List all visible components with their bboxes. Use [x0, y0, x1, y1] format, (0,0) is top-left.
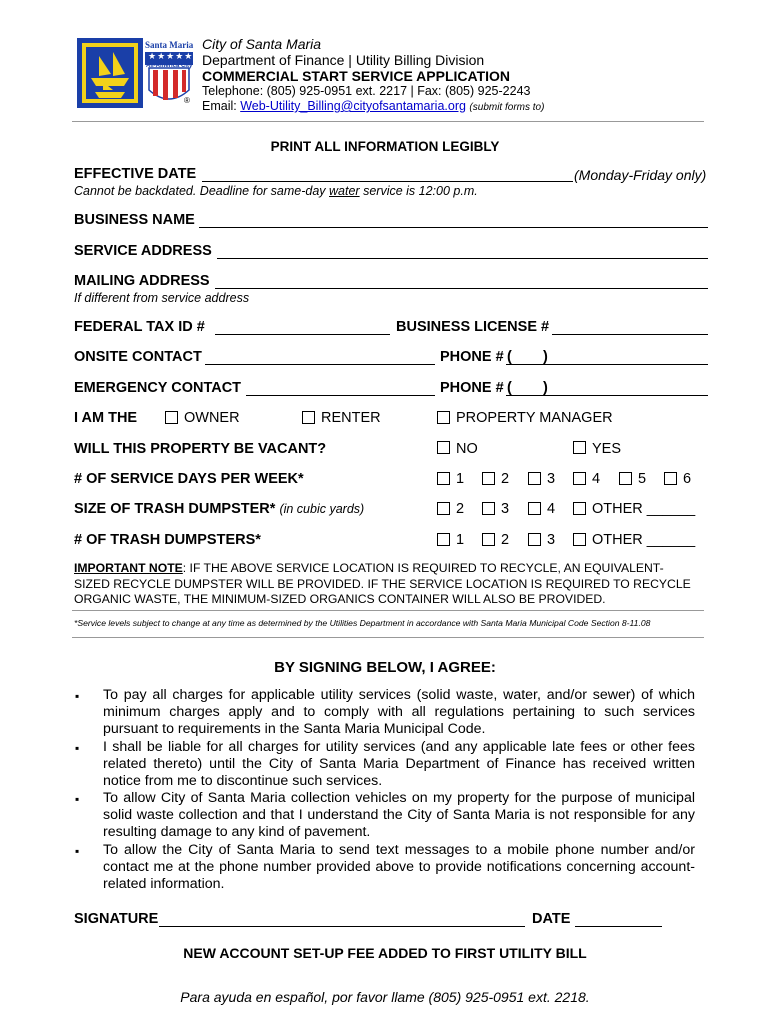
logo-city-name: Santa Maria	[145, 40, 194, 50]
important-note-line2: SIZED RECYCLE DUMPSTER WILL BE PROVIDED. IF THE SERVICE LOCATION IS REQUIRED TO RECYCLE	[74, 576, 691, 591]
bullet-icon: ▪	[75, 689, 80, 703]
dumpster-size-2-label: 2	[456, 501, 465, 517]
vacant-no-label: NO	[456, 441, 478, 457]
spanish-help-line: Para ayuda en español, por favor llame (805) 925-0951 ext. 2218.	[180, 989, 590, 1005]
business-license-field[interactable]	[552, 334, 708, 335]
setup-fee-notice: NEW ACCOUNT SET-UP FEE ADDED TO FIRST UTILITY BILL	[183, 945, 587, 961]
dumpster-size-3-label: 3	[501, 501, 510, 517]
dumpster-count-2-checkbox[interactable]	[482, 533, 495, 546]
logo-stars: ★★★★★	[148, 52, 194, 62]
service-days-1-label: 1	[456, 471, 465, 487]
emergency-contact-label: EMERGENCY CONTACT	[74, 380, 242, 396]
notes-divider-bottom	[72, 637, 704, 638]
agreement-heading: BY SIGNING BELOW, I AGREE:	[274, 659, 496, 676]
vacant-yes-label: YES	[592, 441, 622, 457]
federal-tax-id-label: FEDERAL TAX ID #	[74, 319, 205, 335]
mailing-address-label: MAILING ADDRESS	[74, 273, 210, 289]
dumpster-size-text: SIZE OF TRASH DUMPSTER*	[74, 501, 276, 517]
business-name-field[interactable]	[199, 227, 708, 228]
bullet-icon: ▪	[75, 844, 80, 858]
dumpster-count-3-checkbox[interactable]	[528, 533, 541, 546]
federal-tax-id-field[interactable]	[215, 334, 390, 335]
date-field[interactable]	[575, 926, 662, 927]
signature-field[interactable]	[159, 926, 525, 927]
dumpster-size-2-checkbox[interactable]	[437, 502, 450, 515]
email-line	[202, 99, 544, 113]
print-legibly-heading: PRINT ALL INFORMATION LEGIBLY	[270, 139, 500, 154]
service-days-6-checkbox[interactable]	[664, 472, 677, 485]
mailing-address-note: If different from service address	[74, 291, 250, 305]
effective-date-note: (Monday-Friday only)	[574, 167, 707, 183]
notes-divider-top	[72, 610, 704, 611]
service-days-label: # OF SERVICE DAYS PER WEEK*	[74, 471, 304, 487]
service-days-6-label: 6	[683, 471, 692, 487]
service-days-5-label: 5	[638, 471, 647, 487]
agreement-item-text: I shall be liable for all charges for utility services (and any applicable late fees or other fees related thereto) until the City of Santa Maria Department of Finance has received written notice from me to discontinue such services.	[103, 739, 695, 790]
important-note-line1: : IF THE ABOVE SERVICE LOCATION IS REQUIRED TO RECYCLE, AN EQUIVALENT-	[182, 561, 664, 575]
dumpster-size-note: (in cubic yards)	[279, 502, 365, 516]
service-levels-note: *Service levels subject to change at any time as determined by the Utilities Department in accordance with Santa Maria Municipal Code Section 8-11.08	[74, 618, 651, 628]
backdate-note	[74, 184, 478, 198]
dumpster-count-other-checkbox[interactable]	[573, 533, 586, 546]
dumpster-size-label	[74, 501, 364, 517]
department-name: Department of Finance | Utility Billing Division	[202, 52, 485, 68]
i-am-the-label: I AM THE	[74, 410, 138, 426]
onsite-phone-open: (	[507, 349, 512, 365]
important-note-label: IMPORTANT NOTE	[74, 561, 183, 575]
dumpster-size-4-checkbox[interactable]	[528, 502, 541, 515]
agreement-item-text: To allow City of Santa Maria collection vehicles on my property for the purpose of municipal solid waste collection and that I understand the City of Santa Maria is not responsible for any resulting damage to any kind of pavement.	[103, 790, 695, 841]
service-address-field[interactable]	[217, 258, 708, 259]
date-label: DATE	[532, 911, 571, 927]
signature-label: SIGNATURE	[74, 911, 159, 927]
email-link[interactable]: Web-Utility_Billing@cityofsantamaria.org	[240, 99, 466, 113]
business-license-label: BUSINESS LICENSE #	[396, 319, 550, 335]
emergency-phone-field[interactable]	[506, 395, 708, 396]
vacant-question-label: WILL THIS PROPERTY BE VACANT?	[74, 441, 327, 457]
dumpster-count-other-label: OTHER ______	[592, 532, 696, 548]
owner-label: OWNER	[184, 410, 240, 426]
emergency-phone-label: PHONE #	[440, 380, 504, 396]
effective-date-field[interactable]	[202, 181, 573, 182]
service-days-3-checkbox[interactable]	[528, 472, 541, 485]
dumpster-size-other-checkbox[interactable]	[573, 502, 586, 515]
emergency-phone-open: (	[507, 380, 512, 396]
service-days-4-label: 4	[592, 471, 601, 487]
dumpster-size-other-label: OTHER ______	[592, 501, 696, 517]
emergency-contact-field[interactable]	[246, 395, 435, 396]
vacant-yes-checkbox[interactable]	[573, 441, 586, 454]
agreement-item-text: To pay all charges for applicable utility services (solid waste, water, and/or sewer) of which minimum charges apply and to comply with all regulations pertaining to such services pursuant to requirements in the Santa Maria Municipal Code.	[103, 687, 695, 738]
mailing-address-field[interactable]	[215, 288, 708, 289]
service-days-5-checkbox[interactable]	[619, 472, 632, 485]
important-note-line3: ORGANIC WASTE, THE MINIMUM-SIZED ORGANICS CONTAINER WILL ALSO BE PROVIDED.	[74, 592, 606, 606]
dumpster-count-label: # OF TRASH DUMPSTERS*	[74, 532, 261, 548]
logo-registered: ®	[184, 96, 190, 105]
renter-checkbox[interactable]	[302, 411, 315, 424]
agreement-item	[75, 739, 695, 791]
dumpster-size-3-checkbox[interactable]	[482, 502, 495, 515]
effective-date-label: EFFECTIVE DATE	[74, 166, 197, 182]
onsite-contact-field[interactable]	[205, 364, 435, 365]
backdate-note-part1: Cannot be backdated. Deadline for same-day	[74, 184, 330, 198]
agreement-item-text: To allow the City of Santa Maria to send text messages to a mobile phone number and/or contact me at the phone number provided above to provide notifications concerning account-related information.	[103, 842, 695, 893]
agreement-item	[75, 842, 695, 894]
header-divider	[72, 121, 704, 122]
service-days-2-label: 2	[501, 471, 510, 487]
important-note	[74, 561, 691, 608]
bullet-icon: ▪	[75, 741, 80, 755]
backdate-note-part2: service is 12:00 p.m.	[359, 184, 478, 198]
onsite-phone-label: PHONE #	[440, 349, 504, 365]
service-days-2-checkbox[interactable]	[482, 472, 495, 485]
owner-checkbox[interactable]	[165, 411, 178, 424]
contact-numbers: Telephone: (805) 925-0951 ext. 2217 | Fax: (805) 925-2243	[202, 84, 531, 98]
backdate-note-water: water	[329, 184, 360, 198]
service-address-label: SERVICE ADDRESS	[74, 243, 212, 259]
emergency-phone-close: )	[543, 380, 548, 396]
service-days-3-label: 3	[547, 471, 556, 487]
onsite-phone-close: )	[543, 349, 548, 365]
agreement-item	[75, 687, 695, 739]
city-logo	[77, 38, 193, 108]
form-title: COMMERCIAL START SERVICE APPLICATION	[202, 68, 511, 84]
service-days-1-checkbox[interactable]	[437, 472, 450, 485]
agreement-item	[75, 790, 695, 842]
email-prefix: Email:	[202, 99, 241, 113]
property-manager-label: PROPERTY MANAGER	[456, 410, 613, 426]
onsite-phone-field[interactable]	[506, 364, 708, 365]
city-name: City of Santa Maria	[202, 36, 322, 52]
property-manager-checkbox[interactable]	[437, 411, 450, 424]
logo-award: All-America City	[146, 63, 193, 69]
dumpster-count-2-label: 2	[501, 532, 510, 548]
bullet-icon: ▪	[75, 792, 80, 806]
dumpster-count-1-checkbox[interactable]	[437, 533, 450, 546]
email-note: (submit forms to)	[469, 102, 545, 113]
onsite-contact-label: ONSITE CONTACT	[74, 349, 202, 365]
service-days-4-checkbox[interactable]	[573, 472, 586, 485]
dumpster-size-4-label: 4	[547, 501, 556, 517]
renter-label: RENTER	[321, 410, 381, 426]
dumpster-count-1-label: 1	[456, 532, 465, 548]
vacant-no-checkbox[interactable]	[437, 441, 450, 454]
dumpster-count-3-label: 3	[547, 532, 556, 548]
business-name-label: BUSINESS NAME	[74, 212, 195, 228]
